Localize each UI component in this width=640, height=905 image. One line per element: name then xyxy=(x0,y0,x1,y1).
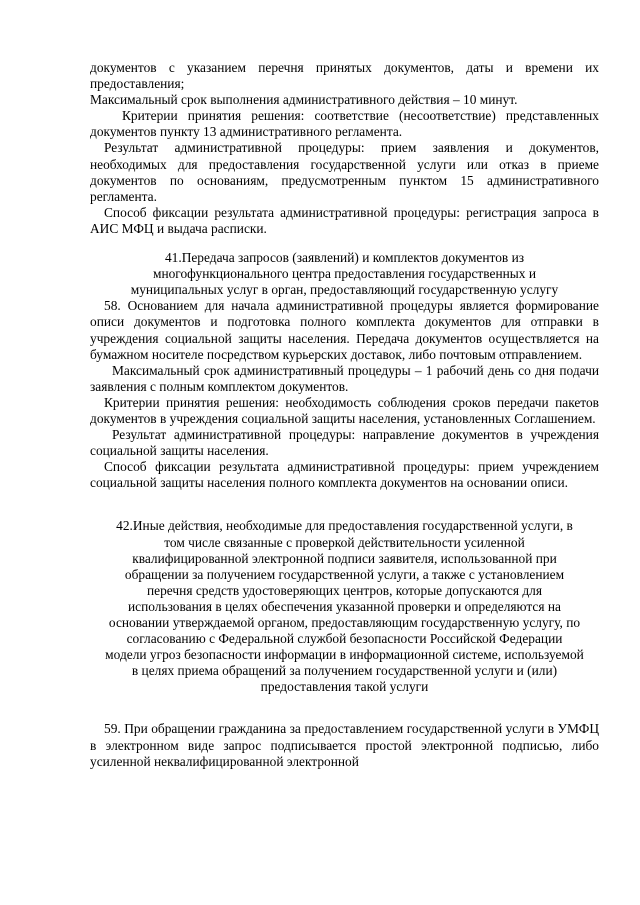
paragraph-58-basis: 58. Основанием для начала административной процедуры является формирование описи документов и подготовка полного комплекта документов для отправки в учреждения социальной защиты населения. Передача документов осуществляется на бумажном носителе посредством курьерских доставок, либо почтовым отправлением. xyxy=(90,298,599,362)
paragraph-criteria-transfer: Критерии принятия решения: необходимость соблюдения сроков передачи пакетов документов в учреждения социальной защиты населения, установленных Соглашением. xyxy=(90,394,599,426)
paragraph-procedure-result: Результат административной процедуры: прием заявления и документов, необходимых для предоставления государственной услуги или отказ в приеме документов по основаниям, предусмотренным пунктом 15 административного регламента. xyxy=(90,140,599,204)
paragraph-decision-criteria: Критерии принятия решения: соответствие (несоответствие) представленных документов пункту 13 административного регламента. xyxy=(90,108,599,140)
paragraph-documents-list: документов с указанием перечня принятых документов, даты и времени их предоставления; xyxy=(90,60,599,92)
section-heading-41: 41.Передача запросов (заявлений) и комплектов документов из многофункционального центра предоставления государственных и муниципальных услуг в орган, предоставляющий государственную услугу xyxy=(130,250,559,298)
paragraph-result-transfer: Результат административной процедуры: направление документов в учреждения социальной защиты населения. xyxy=(90,427,599,459)
paragraph-59-electronic: 59. При обращении гражданина за предоставлением государственной услуги в УМФЦ в электронном виде запрос подписывается простой электронной подписью, либо усиленной неквалифицированной электронной xyxy=(90,721,599,769)
paragraph-fixation-method: Способ фиксации результата административной процедуры: регистрация запроса в АИС МФЦ и выдача расписки. xyxy=(90,204,599,236)
document-page xyxy=(90,60,599,770)
paragraph-fixation-transfer: Способ фиксации результата административной процедуры: прием учреждением социальной защиты населения полного комплекта документов на основании описи. xyxy=(90,459,599,491)
paragraph-max-time-action: Максимальный срок выполнения административного действия – 10 минут. xyxy=(90,92,518,108)
section-heading-42: 42.Иные действия, необходимые для предоставления государственной услуги, в том числе связанные с проверкой действительности усиленной квалифицированной электронной подписи заявителя, использованной при обращении за получением государственной услуги, а также с установлением перечня средств удостоверяющих центров, которые допускаются для использования в целях обеспечения указанной проверки и определяются на основании утверждаемой органом, предоставляющим государственную услугу, по согласованию с Федеральной службой безопасности Российской Федерации модели угроз безопасности информации в информационной системе, используемой в целях приема обращений за получением государственной услуги и (или) предоставления такой услуги xyxy=(105,518,584,695)
paragraph-max-time-procedure: Максимальный срок административный процедуры – 1 рабочий день со дня подачи заявления с полным комплектом документов. xyxy=(90,362,599,394)
